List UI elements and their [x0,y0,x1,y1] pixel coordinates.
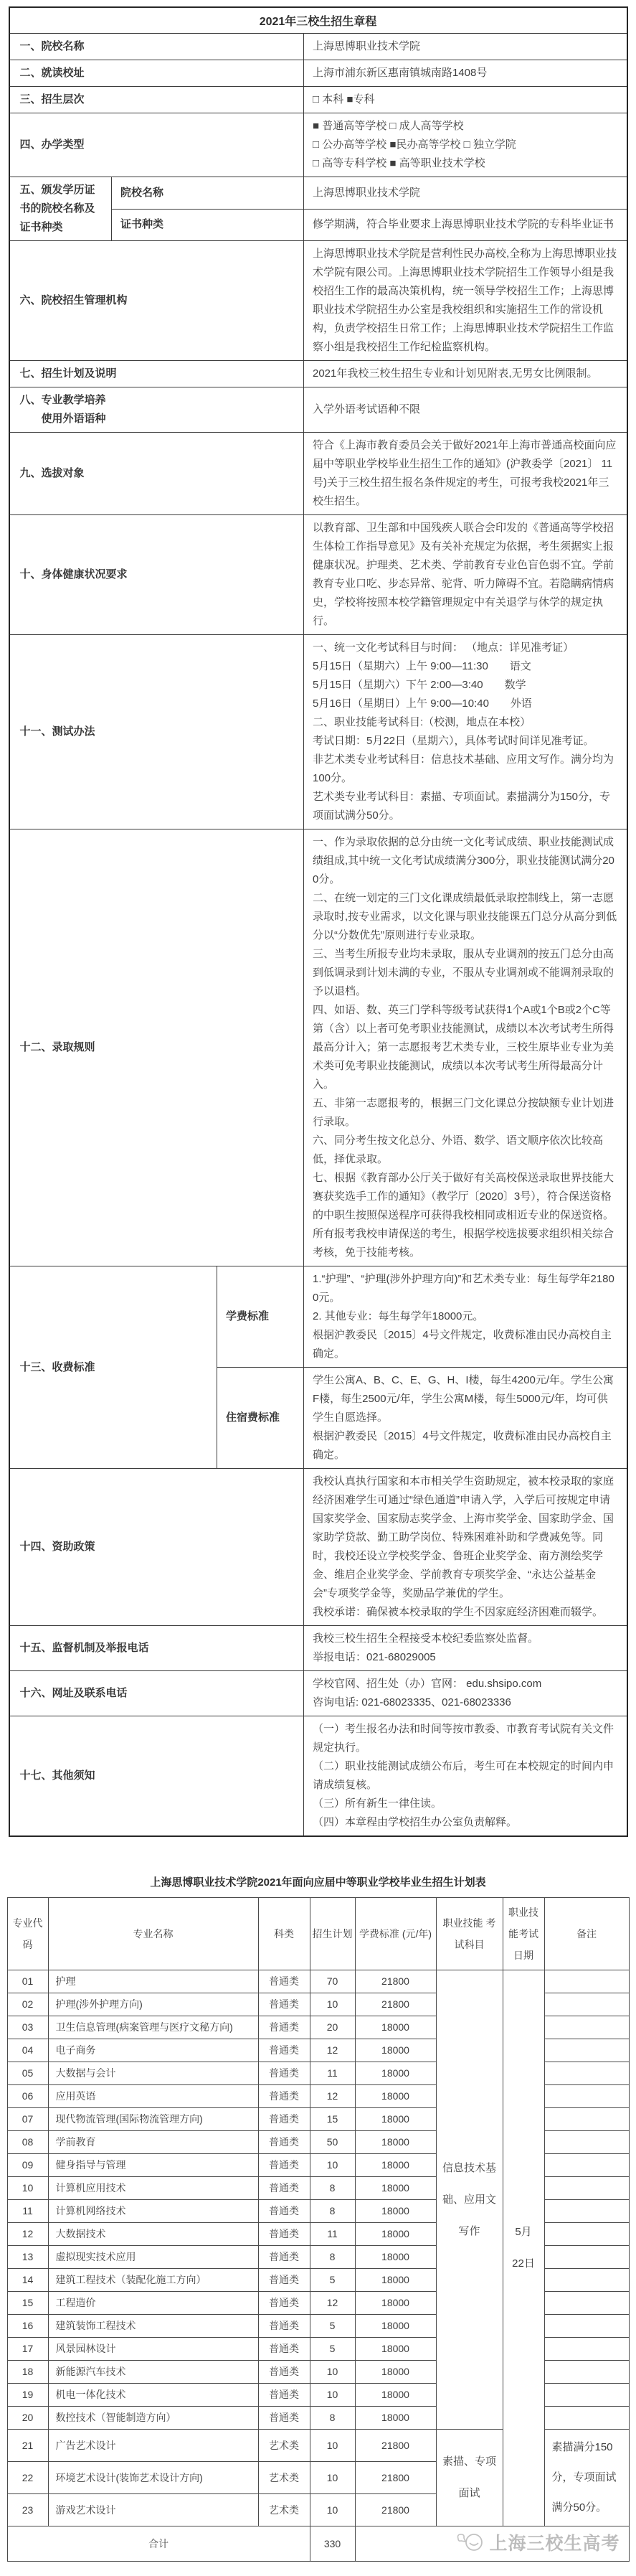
charter-subrow-content [304,209,627,241]
plan-cell-name: 虚拟现实技术应用 [48,2246,258,2269]
charter-row-label: 四、办学类型 [9,113,304,177]
charter-paragraph: 5月15日（星期六）上午 9:00—11:30 语文 [313,660,531,672]
plan-cell-plan: 12 [310,2039,355,2062]
charter-row-label-line2: 使用外语语种 [41,413,106,425]
plan-header-remark: 备注 [544,1898,629,1970]
plan-cell-tuition: 21800 [355,2462,436,2494]
charter-row-label: 九、选拔对象 [9,433,304,515]
charter-paragraph: 二、职业技能考试科目:（校测，地点在本校） [313,716,531,728]
plan-cell-plan: 10 [310,2384,355,2407]
plan-cell-code: 21 [7,2430,48,2462]
plan-cell-code: 22 [7,2462,48,2494]
charter-paragraph: 我校承诺：确保被本校录取的学生不因家庭经济困难而辍学。 [313,1606,604,1618]
charter-row-label: 三、招生层次 [9,87,304,113]
plan-cell-tuition: 18000 [355,2246,436,2269]
plan-cell-category: 普通类 [258,2246,310,2269]
plan-cell-tuition: 18000 [355,2407,436,2430]
charter-row-label: 十五、监督机制及举报电话 [9,1626,304,1671]
plan-cell-name: 建筑工程技术（装配化施工方向） [48,2269,258,2292]
charter-row-content [304,635,627,829]
charter-paragraph: 我校认真执行国家和本市相关学生资助规定，被本校录取的家庭经济困难学生可通过“绿色通道”申请入学，入学后可按规定申请国家奖学金、国家励志奖学金、上海市奖学金、国家助学金、国家助学贷款、勤工助学岗位、特殊困难补助和学费减免等。同时，我校还设立学校奖学金、鲁班企业奖学金、南方测绘奖学金、维启企业奖学金、学前教育专项奖学金、“永达公益基金会”专项奖学金等，奖励品学兼优的学生。 [313,1475,614,1599]
plan-cell-remark [544,2269,629,2292]
plan-cell-code: 12 [7,2223,48,2246]
charter-paragraph: 咨询电话: 021-68023335、021-68023336 [313,1696,511,1708]
plan-cell-plan: 8 [310,2407,355,2430]
plan-cell-name: 应用英语 [48,2085,258,2108]
plan-cell-tuition: 21800 [355,1970,436,1993]
watermark-text: 上海三校生高考 [489,2533,620,2554]
plan-cell-tuition: 18000 [355,2338,436,2361]
charter-paragraph: 上海思博职业技术学院是营利性民办高校,全称为上海思博职业技术学院有限公司。上海思博职业技术学院招生工作领导小组是我校招生工作的最高决策机构，统一领导学校招生工作；上海思博职业技术学院招生办公室是我校组织和实施招生工作的常设机构，负责学校招生日常工作；上海思博职业技术学院招生工作监察小组是我校招生工作纪检监察机构。 [313,248,617,353]
plan-header-name: 专业名称 [48,1898,258,1970]
charter-paragraph: （二）职业技能测试成绩公布后，考生可在本校规定的时间内申请成绩复核。 [313,1760,614,1791]
plan-cell-category: 普通类 [258,2108,310,2131]
charter-paragraph: （四）本章程由学校招生办公室负责解释。 [313,1816,518,1828]
plan-cell-plan: 8 [310,2200,355,2223]
plan-cell-plan: 10 [310,2361,355,2384]
plan-cell-name: 数控技术（智能制造方向） [48,2407,258,2430]
plan-cell-plan: 12 [310,2292,355,2315]
charter-paragraph: 二、在统一划定的三门文化课成绩最低录取控制线上，第一志愿录取时,按专业需求，以文化课与职业技能课五门总分从高分到低分以“分数优先”原则进行专业录取。 [313,892,617,941]
charter-row [9,1716,627,1837]
charter-paragraph: 1.“护理”、“护理(涉外护理方向)”和艺术类专业：每生每学年21800元。 [313,1273,614,1304]
charter-row-label: 十四、资助政策 [9,1469,304,1626]
plan-header-row [7,1898,629,1970]
charter-row [9,34,627,60]
plan-cell-remark [544,2039,629,2062]
plan-cell-remark [544,2223,629,2246]
plan-cell-remark [544,2338,629,2361]
charter-row-label: 七、招生计划及说明 [9,361,304,387]
plan-cell-category: 普通类 [258,2223,310,2246]
charter-paragraph: 一、作为录取依据的总分由统一文化考试成绩、职业技能测试成绩组成,其中统一文化考试成绩满分300分，职业技能测试满分200分。 [313,836,614,885]
charter-table [9,6,628,1837]
plan-cell-category: 艺术类 [258,2430,310,2462]
charter-row [9,433,627,515]
charter-paragraph: 上海市浦东新区惠南镇城南路1408号 [313,67,488,79]
charter-paragraph: 六、同分考生按文化总分、外语、数学、语文顺序依次比较高低，择优录取。 [313,1134,604,1165]
plan-cell-remark [544,2384,629,2407]
plan-cell-name: 学前教育 [48,2131,258,2154]
charter-row [9,829,627,1266]
plan-total-label: 合计 [7,2526,310,2562]
plan-cell-name: 工程造价 [48,2292,258,2315]
plan-cell-category: 普通类 [258,2062,310,2085]
plan-cell-code: 15 [7,2292,48,2315]
plan-cell-tuition: 18000 [355,2200,436,2223]
charter-checkbox-line: □ 高等专科学校 ■ 高等职业技术学校 [313,157,485,169]
charter-row [9,87,627,113]
plan-cell-plan: 10 [310,2462,355,2494]
plan-cell-plan: 10 [310,1993,355,2016]
plan-cell-remark [544,2200,629,2223]
charter-row-content [304,1626,627,1671]
plan-cell-tuition: 18000 [355,2108,436,2131]
charter-title: 2021年三校生招生章程 [9,7,627,34]
charter-paragraph: 一、统一文化考试科目与时间： （地点：详见准考证） [313,641,574,654]
plan-cell-remark [544,2108,629,2131]
plan-cell-name: 护理(涉外护理方向) [48,1993,258,2016]
plan-cell-tuition: 18000 [355,2039,436,2062]
plan-cell-category: 普通类 [258,1993,310,2016]
plan-cell-code: 02 [7,1993,48,2016]
plan-cell-name: 新能源汽车技术 [48,2361,258,2384]
charter-subrow-label: 院校名称 [112,177,304,210]
plan-cell-tuition: 21800 [355,2494,436,2526]
charter-row-content [304,433,627,515]
charter-row-content [304,87,627,113]
charter-row-content [304,1716,627,1837]
plan-cell-category: 艺术类 [258,2462,310,2494]
watermark-logo-icon [455,2532,484,2556]
plan-header-category: 科类 [258,1898,310,1970]
charter-row [9,361,627,387]
charter-paragraph: 5月15日（星期六）下午 2:00—3:40 数学 [313,679,526,691]
plan-cell-name: 大数据与会计 [48,2062,258,2085]
plan-cell-tuition: 18000 [355,2062,436,2085]
charter-row [9,113,627,177]
plan-cell-code: 19 [7,2384,48,2407]
plan-cell-tuition: 18000 [355,2177,436,2200]
plan-cell-plan: 11 [310,2223,355,2246]
plan-cell-plan: 10 [310,2430,355,2462]
charter-paragraph: 三、当考生所报专业均未录取，服从专业调剂的按五门总分由高到低调录到计划未满的专业，不服从专业调剂或不能调剂录取的予以退档。 [313,948,614,997]
plan-cell-category: 普通类 [258,2085,310,2108]
charter-paragraph: 七、根据《教育部办公厅关于做好有关高校保送录取世界技能大赛获奖选手工作的通知》（教学厅〔2020〕3号），符合保送资格的中职生按照保送程序可获得我校相同或相近专业的保送资格。所有报考我校申请保送的考生，根据学校选拔要求组织相关综合考核，免于技能考核。 [313,1172,614,1259]
plan-cell-category: 普通类 [258,2315,310,2338]
charter-subrow-content [304,1368,627,1469]
plan-cell-category: 普通类 [258,2292,310,2315]
charter-paragraph: 5月16日（星期日）上午 9:00—10:40 外语 [313,697,532,710]
plan-cell-remark [544,2361,629,2384]
charter-paragraph: 根据沪教委民〔2015〕4号文件规定，收费标准由民办高校自主确定。 [313,1329,612,1360]
plan-cell-category: 普通类 [258,2016,310,2039]
plan-cell-remark [544,2016,629,2039]
plan-cell-name: 护理 [48,1970,258,1993]
charter-row [9,1469,627,1626]
plan-cell-tuition: 21800 [355,1993,436,2016]
charter-paragraph: 学生公寓A、B、C、E、G、H、I楼，每生4200元/年。学生公寓F楼，每生2500元/年，学生公寓M楼，每生5000元/年，均可供学生自愿选择。 [313,1374,614,1424]
plan-cell-tuition: 21800 [355,2430,436,2462]
plan-total-row [7,2526,629,2562]
plan-cell-plan: 15 [310,2108,355,2131]
plan-cell-code: 04 [7,2039,48,2062]
charter-paragraph: 符合《上海市教育委员会关于做好2021年上海市普通高校面向应届中等职业学校毕业生招生工作的通知》(沪教委学〔2021〕 11号)关于三校生招生报名条件规定的考生，可报考我校2021年三校生招生。 [313,439,617,507]
charter-checkbox-line: □ 公办高等学校 ■民办高等学校 □ 独立学院 [313,138,516,151]
charter-row-content [304,113,627,177]
charter-paragraph: 以教育部、卫生部和中国残疾人联合会印发的《普通高等学校招生体检工作指导意见》及有关补充规定为依据，考生须据实上报健康状况。护理类、艺术类、学前教育专业色盲色弱不宜。学前教育专业口吃、步态异常、驼背、听力障碍不宜。若隐瞒病情病史，学校将按照本校学籍管理规定中有关退学与休学的规定执行。 [313,522,614,627]
plan-cell-tuition: 18000 [355,2292,436,2315]
charter-row [9,177,627,210]
plan-cell-name: 健身指导与管理 [48,2154,258,2177]
plan-cell-category: 普通类 [258,2338,310,2361]
plan-cell-code: 14 [7,2269,48,2292]
charter-row [9,1626,627,1671]
plan-cell-code: 11 [7,2200,48,2223]
plan-cell-category: 普通类 [258,2407,310,2430]
plan-cell-skill-subject-art: 素描、专项面试 [436,2430,503,2526]
charter-paragraph: 我校三校生招生全程接受本校纪委监察处监督。 [313,1632,539,1645]
plan-cell-name: 游戏艺术设计 [48,2494,258,2526]
charter-paragraph: 上海思博职业技术学院 [313,40,421,52]
plan-cell-tuition: 18000 [355,2269,436,2292]
plan-cell-name: 大数据技术 [48,2223,258,2246]
plan-cell-name: 卫生信息管理(病案管理与医疗文秘方向) [48,2016,258,2039]
charter-checkbox-line: ■ 普通高等学校 □ 成人高等学校 [313,120,464,132]
charter-row [9,387,627,433]
plan-row [7,1970,629,1993]
plan-cell-name: 建筑装饰工程技术 [48,2315,258,2338]
plan-cell-category: 普通类 [258,2269,310,2292]
plan-cell-name: 电子商务 [48,2039,258,2062]
charter-row-content [304,60,627,87]
plan-cell-tuition: 18000 [355,2361,436,2384]
plan-cell-category: 普通类 [258,2200,310,2223]
plan-cell-code: 08 [7,2131,48,2154]
charter-paragraph: （三）所有新生一律住读。 [313,1797,442,1810]
plan-header-code: 专业代码 [7,1898,48,1970]
plan-cell-plan: 5 [310,2269,355,2292]
plan-cell-code: 01 [7,1970,48,1993]
plan-cell-tuition: 18000 [355,2223,436,2246]
charter-subrow-content [304,1266,627,1368]
plan-cell-plan: 10 [310,2494,355,2526]
charter-row-label: 二、就读校址 [9,60,304,87]
plan-cell-remark [544,2292,629,2315]
charter-row [9,60,627,87]
charter-paragraph: □ 本科 ■专科 [313,93,375,105]
plan-cell-category: 普通类 [258,2131,310,2154]
plan-table-rows [7,1970,629,2526]
plan-header-plan: 招生计划 [310,1898,355,1970]
plan-cell-code: 10 [7,2177,48,2200]
plan-cell-tuition: 18000 [355,2384,436,2407]
plan-cell-remark [544,1993,629,2016]
plan-cell-name: 环境艺术设计(装饰艺术设计方向) [48,2462,258,2494]
plan-cell-remark [544,2246,629,2269]
charter-paragraph: 2021年我校三校生招生专业和计划见附表,无男女比例限制。 [313,367,598,380]
plan-cell-remark [544,2062,629,2085]
plan-table-title: 上海思博职业技术学院2021年面向应届中等职业学校毕业生招生计划表 [150,1876,486,1889]
charter-paragraph: （一）考生报名办法和时间等按市教委、市教育考试院有关文件规定执行。 [313,1723,614,1754]
charter-paragraph: 修学期满，符合毕业要求上海思博职业技术学院的专科毕业证书 [313,218,614,231]
plan-cell-code: 23 [7,2494,48,2526]
plan-cell-category: 普通类 [258,2154,310,2177]
plan-cell-tuition: 18000 [355,2315,436,2338]
plan-cell-name: 计算机网络技术 [48,2200,258,2223]
plan-cell-plan: 70 [310,1970,355,1993]
plan-cell-plan: 5 [310,2338,355,2361]
plan-cell-code: 18 [7,2361,48,2384]
charter-row-label-line1: 八、专业教学培养 [19,394,106,406]
charter-row-label: 五、颁发学历证书的院校名称及证书种类 [9,177,112,241]
plan-cell-category: 普通类 [258,1970,310,1993]
plan-cell-code: 17 [7,2338,48,2361]
charter-row-content [304,829,627,1266]
plan-cell-plan: 8 [310,2246,355,2269]
plan-cell-remark [544,2131,629,2154]
charter-subrow-content [304,177,627,210]
plan-cell-code: 16 [7,2315,48,2338]
plan-cell-tuition: 18000 [355,2154,436,2177]
plan-cell-code: 09 [7,2154,48,2177]
plan-table [7,1897,630,2562]
plan-cell-category: 艺术类 [258,2494,310,2526]
plan-cell-code: 13 [7,2246,48,2269]
charter-row-label: 十六、网址及联系电话 [9,1671,304,1716]
plan-cell-remark [544,2177,629,2200]
plan-cell-skill-date [503,1970,544,2526]
plan-cell-category: 普通类 [258,2384,310,2407]
charter-paragraph: 五、非第一志愿报考的，根据三门文化课总分按缺额专业计划进行录取。 [313,1097,614,1128]
charter-row [9,1671,627,1716]
plan-cell-plan: 8 [310,2177,355,2200]
plan-header-skill-date: 职业技能考试日期 [503,1898,544,1970]
charter-subrow-label: 学费标准 [217,1266,304,1368]
charter-paragraph: 举报电话：021-68029005 [313,1651,436,1663]
plan-cell-remark [544,1970,629,1993]
charter-subrow-label: 证书种类 [112,209,304,241]
charter-row-label: 十一、测试办法 [9,635,304,829]
plan-cell-tuition: 18000 [355,2131,436,2154]
plan-cell-code: 05 [7,2062,48,2085]
charter-row-content [304,241,627,361]
plan-total-value: 330 [310,2526,355,2562]
plan-cell-remark-art: 素描满分150分，专项面试满分50分。 [544,2430,629,2526]
charter-row-label [9,387,304,433]
plan-cell-name: 广告艺术设计 [48,2430,258,2462]
plan-cell-name: 计算机应用技术 [48,2177,258,2200]
charter-paragraph: 根据沪教委民〔2015〕4号文件规定，收费标准由民办高校自主确定。 [313,1430,612,1461]
charter-row-content [304,387,627,433]
plan-cell-plan: 12 [310,2085,355,2108]
plan-header-skill-subject: 职业技能 考试科目 [436,1898,503,1970]
charter-subrow-label: 住宿费标准 [217,1368,304,1469]
charter-row [9,515,627,635]
charter-row-label: 十二、录取规则 [9,829,304,1266]
charter-row-label: 十三、收费标准 [9,1266,217,1469]
plan-cell-category: 普通类 [258,2039,310,2062]
plan-cell-code: 20 [7,2407,48,2430]
plan-cell-plan: 20 [310,2016,355,2039]
charter-paragraph: 学校官网、招生处（办）官网： edu.shsipo.com [313,1678,542,1690]
plan-cell-remark [544,2154,629,2177]
charter-paragraph: 上海思博职业技术学院 [313,186,421,199]
plan-total-right-cell [355,2526,629,2562]
plan-cell-remark [544,2085,629,2108]
plan-cell-code: 06 [7,2085,48,2108]
plan-cell-code: 03 [7,2016,48,2039]
plan-cell-plan: 5 [310,2315,355,2338]
charter-row-content [304,34,627,60]
skill-date-line: 22日 [512,2257,535,2270]
charter-row [9,1266,627,1368]
plan-cell-category: 普通类 [258,2177,310,2200]
plan-cell-plan: 10 [310,2154,355,2177]
plan-header-tuition: 学费标准 (元/年) [355,1898,436,1970]
plan-cell-plan: 11 [310,2062,355,2085]
charter-row-label: 一、院校名称 [9,34,304,60]
charter-row-label: 十、身体健康状况要求 [9,515,304,635]
plan-cell-code: 07 [7,2108,48,2131]
plan-cell-category: 普通类 [258,2361,310,2384]
charter-row-label: 十七、其他须知 [9,1716,304,1837]
charter-row-content [304,1671,627,1716]
charter-row-label: 六、院校招生管理机构 [9,241,304,361]
charter-paragraph: 艺术类专业考试科目：素描、专项面试。素描满分为150分，专项面试满分50分。 [313,791,611,822]
plan-cell-tuition: 18000 [355,2085,436,2108]
charter-row-content [304,1469,627,1626]
charter-paragraph: 2. 其他专业：每生每学年18000元。 [313,1310,484,1322]
charter-title-row [9,7,627,34]
skill-date-line: 5月 [515,2226,532,2238]
watermark [359,2532,626,2556]
plan-cell-tuition: 18000 [355,2016,436,2039]
plan-cell-remark [544,2315,629,2338]
charter-paragraph: 考试日期：5月22日（星期六），具体考试时间详见准考证。 [313,735,594,747]
charter-row-content [304,515,627,635]
plan-cell-plan: 50 [310,2131,355,2154]
plan-cell-remark [544,2407,629,2430]
charter-row [9,241,627,361]
plan-cell-skill-subject-general: 信息技术基础、应用文写作 [436,1970,503,2430]
charter-row [9,635,627,829]
charter-paragraph: 四、如语、数、英三门学科等级考试获得1个A或1个B或2个C等第（含）以上者可免考职业技能测试，成绩以本次考试考生所得最高分计入；第一志愿报考艺术类专业，三校生原毕业专业为美术类可免考职业技能测试，成绩以本次考试考生所得最高分计入。 [313,1004,614,1091]
charter-paragraph: 非艺术类专业考试科目：信息技术基础、应用文写作。满分均为100分。 [313,753,614,784]
plan-cell-name: 机电一体化技术 [48,2384,258,2407]
charter-paragraph: 入学外语考试语种不限 [313,403,421,415]
charter-row-content [304,361,627,387]
plan-cell-name: 现代物流管理(国际物流管理方向) [48,2108,258,2131]
plan-cell-name: 风景园林设计 [48,2338,258,2361]
